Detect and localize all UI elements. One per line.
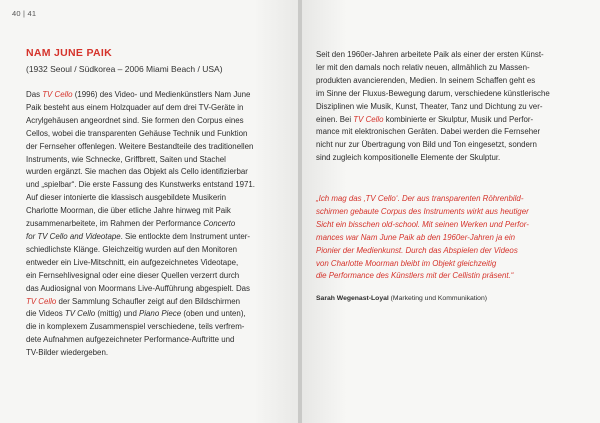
left-page bbox=[0, 0, 298, 423]
text-run: im Sinne der Fluxus-Bewegung darum, verschiedene künstlerische bbox=[316, 88, 550, 98]
text-line bbox=[26, 115, 288, 128]
quote-line: die Performance des Künstlers mit der Cellistin präsent.“ bbox=[316, 271, 514, 281]
text-line bbox=[316, 75, 586, 88]
emphasized-text: TV Cello bbox=[353, 114, 384, 124]
text-run: entweder ein Live-Mitschnitt, ein aufgezeichnetes Videotape, bbox=[26, 257, 239, 267]
text-run: die in komplexem Zusammenspiel verschiedene, teils verfrem- bbox=[26, 322, 245, 332]
text-line bbox=[26, 102, 288, 115]
quote-line: mances war Nam June Paik ab den 1960er-Jahren ja ein bbox=[316, 232, 515, 242]
text-line bbox=[26, 205, 288, 218]
text-line bbox=[316, 152, 586, 165]
quote-line: Sicht ein bisschen old-school. Mit seinen Werken und Perfor- bbox=[316, 219, 529, 229]
text-line bbox=[26, 270, 288, 283]
text-run: zusammenarbeitete, im Rahmen der Performance bbox=[26, 219, 204, 229]
text-line bbox=[26, 334, 288, 347]
text-line bbox=[26, 347, 288, 360]
text-line bbox=[26, 218, 288, 231]
text-run: sind zugleich kompositionelle Elemente der Skulptur. bbox=[316, 153, 501, 163]
text-run: TV-Bilder wiedergeben. bbox=[26, 348, 109, 358]
emphasized-text: Concerto bbox=[203, 219, 236, 229]
quote-line: schirmen gebaute Corpus des Instruments wirkt aus heutiger bbox=[316, 206, 529, 216]
text-run: mance mit elektronischen Geräten. Dabei werden die Fernseher bbox=[316, 127, 541, 137]
emphasized-text: TV Cello bbox=[42, 90, 73, 99]
text-run: Seit den 1960er-Jahren arbeitete Paik als einer der ersten Künst- bbox=[316, 50, 544, 59]
staff-quote bbox=[316, 193, 586, 283]
text-run: ler mit den damals noch relativ neuen, allmählich zu Massen- bbox=[316, 62, 530, 72]
right-page bbox=[302, 0, 600, 423]
text-run: der Sammlung Schaufler zeigt auf den Bildschirmen bbox=[56, 296, 241, 306]
text-line bbox=[316, 126, 586, 139]
text-run: wurden ergänzt. Sie machen das Objekt als Cello identifizierbar bbox=[26, 167, 248, 177]
text-run: . Sie entlockte dem Instrument unter- bbox=[120, 231, 250, 241]
emphasized-text: Piano Piece bbox=[139, 309, 182, 319]
text-line bbox=[26, 166, 288, 179]
text-line bbox=[26, 154, 288, 167]
text-run: Paik besteht aus einem Holzquader auf dem drei TV-Geräte in bbox=[26, 102, 244, 112]
context-paragraph bbox=[316, 49, 586, 165]
text-run: die Videos bbox=[26, 309, 65, 319]
text-run: und „spielbar“. Die erste Fassung des Kunstwerks entstand 1971. bbox=[26, 180, 255, 190]
artist-dates: (1932 Seoul / Südkorea – 2006 Miami Beach / USA) bbox=[26, 64, 223, 74]
text-run: Acrylgehäusen angeordnet sind. Sie formen den Corpus eines bbox=[26, 115, 244, 125]
text-run: Cellos, wobei die transparenten Gehäuse Technik und Funktion bbox=[26, 128, 248, 138]
text-line bbox=[26, 321, 288, 334]
quote-attribution bbox=[316, 295, 487, 302]
text-line bbox=[26, 141, 288, 154]
page-numbers: 40 | 41 bbox=[12, 9, 37, 18]
quote-line: Pionier der Medienkunst. Durch das Abspielen der Videos bbox=[316, 245, 518, 255]
artist-name-heading: NAM JUNE PAIK bbox=[26, 47, 112, 59]
emphasized-text: TV Cello bbox=[26, 296, 57, 306]
text-line bbox=[26, 192, 288, 205]
text-line bbox=[316, 49, 586, 62]
quote-line: von Charlotte Moorman bleibt im Objekt gleichzeitig bbox=[316, 258, 497, 268]
text-line bbox=[316, 88, 586, 101]
text-run: Instruments, wie Schnecke, Griffbrett, Saiten und Stachel bbox=[26, 154, 226, 164]
text-run: (mittig) und bbox=[95, 309, 140, 319]
text-line bbox=[26, 244, 288, 257]
text-run: einen. Bei bbox=[316, 114, 354, 124]
text-line bbox=[26, 179, 288, 192]
text-run: Das bbox=[26, 90, 43, 99]
text-run: nicht nur zur Übertragung von Bild und Ton eingesetzt, sondern bbox=[316, 140, 537, 150]
text-run: Disziplinen wie Musik, Kunst, Theater, Tanz und Dichtung zu ver- bbox=[316, 101, 543, 111]
text-run: produkten avancierenden, Medien. In seinem Schaffen geht es bbox=[316, 75, 536, 85]
attribution-role: (Marketing und Kommunikation) bbox=[388, 295, 488, 302]
text-run: schiedlichste Klänge. Gleichzeitig wurden auf den Monitoren bbox=[26, 244, 237, 254]
text-run: (1996) des Video- und Medienkünstlers Nam June bbox=[72, 90, 251, 99]
text-run: kombinierte er Skulptur, Musik und Perfor- bbox=[383, 114, 534, 124]
text-run: ein Fernsehlivesignal oder eine dieser Quellen verzerrt durch bbox=[26, 270, 240, 280]
text-line bbox=[26, 283, 288, 296]
emphasized-text: TV Cello bbox=[64, 309, 96, 319]
text-line bbox=[316, 101, 586, 114]
text-run: Charlotte Moorman, die über etliche Jahre hinweg mit Paik bbox=[26, 206, 231, 216]
quote-line: „Ich mag das ‚TV Cello‘. Der aus transparenten Röhrenbild- bbox=[316, 194, 524, 203]
text-run: Auf dieser intonierte die klassisch ausgebildete Musikerin bbox=[26, 193, 227, 203]
text-line bbox=[26, 257, 288, 270]
text-line bbox=[26, 128, 288, 141]
text-line bbox=[316, 114, 586, 127]
text-run: der Fernseher offenlegen. Weitere Bestandteile des traditionellen bbox=[26, 141, 254, 151]
text-run: das Audiosignal von Moormans Live-Aufführung abgespielt. Das bbox=[26, 283, 250, 293]
text-line bbox=[26, 308, 288, 321]
artwork-description bbox=[26, 89, 288, 360]
text-run: dete Aufnahmen aufgezeichneter Performance-Auftritte und bbox=[26, 335, 235, 345]
attribution-name: Sarah Wegenast-Loyal bbox=[316, 295, 389, 302]
text-line bbox=[26, 231, 288, 244]
text-line bbox=[26, 296, 288, 309]
text-line bbox=[26, 89, 288, 102]
text-run: (oben und unten), bbox=[181, 309, 246, 319]
text-line bbox=[316, 139, 586, 152]
text-line bbox=[316, 62, 586, 75]
emphasized-text: for TV Cello and Videotape bbox=[26, 231, 121, 241]
